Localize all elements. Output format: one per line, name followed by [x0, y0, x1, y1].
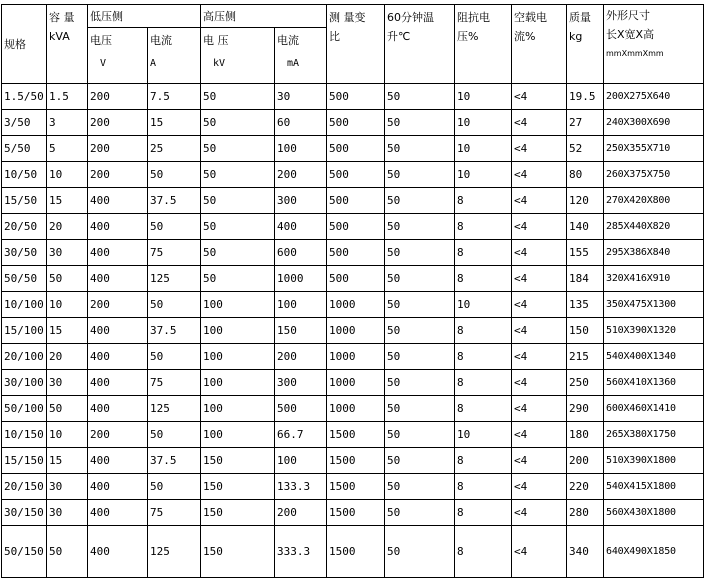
cell-mass: 220: [567, 474, 604, 500]
cell-impedance: 10: [455, 84, 512, 110]
cell-spec: 10/100: [2, 292, 47, 318]
cell-high-voltage: 150: [201, 526, 275, 578]
cell-low-voltage: 400: [88, 500, 148, 526]
cell-low-voltage: 200: [88, 162, 148, 188]
cell-capacity: 10: [47, 292, 88, 318]
cell-mass: 184: [567, 266, 604, 292]
cell-low-voltage: 400: [88, 318, 148, 344]
header-low-current-label: 电流: [150, 34, 172, 47]
cell-temp-rise: 50: [385, 422, 455, 448]
cell-mass: 19.5: [567, 84, 604, 110]
cell-temp-rise: 50: [385, 136, 455, 162]
cell-ratio: 1000: [327, 318, 385, 344]
cell-high-current: 100: [275, 448, 327, 474]
cell-high-current: 150: [275, 318, 327, 344]
cell-capacity: 50: [47, 266, 88, 292]
cell-impedance: 8: [455, 448, 512, 474]
cell-temp-rise: 50: [385, 84, 455, 110]
cell-dimensions: 265X380X1750: [604, 422, 704, 448]
cell-dimensions: 295X386X840: [604, 240, 704, 266]
table-row: [2, 84, 704, 110]
cell-capacity: 1.5: [47, 84, 88, 110]
cell-spec: 50/100: [2, 396, 47, 422]
header-high-voltage-unit: kV: [213, 58, 226, 69]
cell-low-current: 50: [148, 292, 201, 318]
cell-temp-rise: 50: [385, 110, 455, 136]
header-temp-line2: 升℃: [387, 30, 411, 43]
cell-impedance: 8: [455, 500, 512, 526]
header-low-current: [148, 28, 201, 84]
cell-noload-current: <4: [512, 188, 567, 214]
cell-mass: 140: [567, 214, 604, 240]
header-high-current-unit: mA: [287, 58, 300, 69]
cell-high-voltage: 50: [201, 136, 275, 162]
table-row: [2, 214, 704, 240]
table-row: [2, 370, 704, 396]
cell-high-current: 300: [275, 370, 327, 396]
header-high-voltage: [201, 28, 275, 84]
header-noload-current: [512, 5, 567, 84]
cell-noload-current: <4: [512, 474, 567, 500]
cell-spec: 30/50: [2, 240, 47, 266]
cell-mass: 120: [567, 188, 604, 214]
cell-impedance: 8: [455, 526, 512, 578]
header-temp-rise: [385, 5, 455, 84]
cell-high-voltage: 50: [201, 188, 275, 214]
cell-spec: 15/150: [2, 448, 47, 474]
cell-spec: 10/150: [2, 422, 47, 448]
header-dims-line3: mmXmmXmm: [606, 49, 664, 58]
cell-dimensions: 260X375X750: [604, 162, 704, 188]
header-high-side: 高压侧: [201, 5, 327, 28]
header-noload-line1: 空载电: [514, 11, 547, 24]
cell-capacity: 30: [47, 474, 88, 500]
cell-high-voltage: 100: [201, 396, 275, 422]
cell-noload-current: <4: [512, 214, 567, 240]
header-dims-line2: 长X宽X高: [606, 28, 655, 41]
header-mass-line2: kg: [569, 30, 583, 43]
cell-dimensions: 250X355X710: [604, 136, 704, 162]
cell-temp-rise: 50: [385, 526, 455, 578]
cell-high-voltage: 50: [201, 214, 275, 240]
cell-ratio: 500: [327, 162, 385, 188]
cell-ratio: 1500: [327, 526, 385, 578]
header-temp-line1: 60分钟温: [387, 11, 434, 24]
cell-high-current: 200: [275, 500, 327, 526]
cell-low-voltage: 200: [88, 292, 148, 318]
cell-low-current: 125: [148, 396, 201, 422]
cell-spec: 15/100: [2, 318, 47, 344]
cell-low-voltage: 400: [88, 240, 148, 266]
cell-mass: 80: [567, 162, 604, 188]
cell-low-voltage: 400: [88, 448, 148, 474]
cell-ratio: 1500: [327, 422, 385, 448]
cell-high-current: 200: [275, 162, 327, 188]
cell-temp-rise: 50: [385, 370, 455, 396]
cell-capacity: 30: [47, 500, 88, 526]
cell-ratio: 500: [327, 266, 385, 292]
cell-low-voltage: 400: [88, 188, 148, 214]
cell-high-current: 66.7: [275, 422, 327, 448]
cell-capacity: 15: [47, 448, 88, 474]
cell-temp-rise: 50: [385, 162, 455, 188]
table-row: [2, 422, 704, 448]
cell-low-voltage: 400: [88, 214, 148, 240]
cell-high-voltage: 50: [201, 162, 275, 188]
cell-high-voltage: 50: [201, 240, 275, 266]
cell-temp-rise: 50: [385, 344, 455, 370]
cell-low-current: 37.5: [148, 448, 201, 474]
cell-high-voltage: 100: [201, 422, 275, 448]
cell-high-current: 300: [275, 188, 327, 214]
cell-high-current: 1000: [275, 266, 327, 292]
cell-temp-rise: 50: [385, 214, 455, 240]
cell-ratio: 1500: [327, 448, 385, 474]
cell-high-voltage: 100: [201, 344, 275, 370]
cell-dimensions: 510X390X1320: [604, 318, 704, 344]
cell-noload-current: <4: [512, 422, 567, 448]
cell-low-current: 125: [148, 266, 201, 292]
cell-mass: 215: [567, 344, 604, 370]
table-row: [2, 318, 704, 344]
cell-high-current: 400: [275, 214, 327, 240]
cell-high-voltage: 100: [201, 318, 275, 344]
cell-capacity: 20: [47, 344, 88, 370]
cell-temp-rise: 50: [385, 240, 455, 266]
table-row: [2, 162, 704, 188]
cell-low-voltage: 200: [88, 422, 148, 448]
table-row: [2, 474, 704, 500]
header-ratio-line2: 比: [329, 30, 340, 43]
cell-high-current: 133.3: [275, 474, 327, 500]
cell-low-current: 75: [148, 370, 201, 396]
header-capacity-label: 容 量: [49, 11, 75, 24]
table-body: [2, 84, 704, 578]
cell-ratio: 1000: [327, 344, 385, 370]
cell-spec: 50/50: [2, 266, 47, 292]
cell-capacity: 30: [47, 370, 88, 396]
table-row: [2, 526, 704, 578]
cell-dimensions: 560X430X1800: [604, 500, 704, 526]
header-low-side: 低压侧: [88, 5, 201, 28]
cell-high-voltage: 150: [201, 500, 275, 526]
cell-mass: 150: [567, 318, 604, 344]
header-low-voltage-unit: V: [100, 58, 107, 69]
cell-ratio: 1000: [327, 396, 385, 422]
table-header: [2, 5, 704, 84]
header-impedance-line1: 阻抗电: [457, 11, 490, 24]
cell-low-current: 37.5: [148, 188, 201, 214]
cell-temp-rise: 50: [385, 474, 455, 500]
table-row: [2, 396, 704, 422]
cell-low-voltage: 200: [88, 136, 148, 162]
cell-capacity: 50: [47, 526, 88, 578]
cell-mass: 280: [567, 500, 604, 526]
cell-low-current: 50: [148, 474, 201, 500]
cell-ratio: 500: [327, 240, 385, 266]
cell-ratio: 1000: [327, 292, 385, 318]
cell-high-voltage: 50: [201, 266, 275, 292]
cell-spec: 30/100: [2, 370, 47, 396]
cell-high-current: 500: [275, 396, 327, 422]
cell-capacity: 30: [47, 240, 88, 266]
cell-mass: 290: [567, 396, 604, 422]
cell-mass: 155: [567, 240, 604, 266]
cell-high-voltage: 150: [201, 474, 275, 500]
cell-high-voltage: 150: [201, 448, 275, 474]
cell-dimensions: 560X410X1360: [604, 370, 704, 396]
cell-capacity: 3: [47, 110, 88, 136]
header-impedance: [455, 5, 512, 84]
cell-mass: 340: [567, 526, 604, 578]
cell-spec: 20/50: [2, 214, 47, 240]
table-row: [2, 500, 704, 526]
cell-noload-current: <4: [512, 136, 567, 162]
header-low-current-unit: A: [150, 58, 157, 69]
cell-impedance: 10: [455, 422, 512, 448]
cell-low-current: 50: [148, 214, 201, 240]
cell-dimensions: 540X415X1800: [604, 474, 704, 500]
cell-high-current: 30: [275, 84, 327, 110]
cell-low-current: 75: [148, 240, 201, 266]
cell-impedance: 10: [455, 110, 512, 136]
header-capacity-unit: kVA: [49, 30, 70, 43]
table-row: [2, 110, 704, 136]
cell-noload-current: <4: [512, 344, 567, 370]
cell-low-voltage: 400: [88, 266, 148, 292]
cell-noload-current: <4: [512, 162, 567, 188]
header-low-voltage-label: 电压: [90, 34, 112, 47]
cell-mass: 250: [567, 370, 604, 396]
cell-noload-current: <4: [512, 448, 567, 474]
cell-impedance: 8: [455, 474, 512, 500]
cell-impedance: 8: [455, 370, 512, 396]
cell-capacity: 10: [47, 422, 88, 448]
cell-low-voltage: 400: [88, 526, 148, 578]
cell-dimensions: 240X300X690: [604, 110, 704, 136]
cell-mass: 200: [567, 448, 604, 474]
cell-noload-current: <4: [512, 500, 567, 526]
cell-spec: 15/50: [2, 188, 47, 214]
cell-low-voltage: 400: [88, 474, 148, 500]
cell-low-current: 15: [148, 110, 201, 136]
cell-noload-current: <4: [512, 84, 567, 110]
cell-dimensions: 320X416X910: [604, 266, 704, 292]
cell-dimensions: 640X490X1850: [604, 526, 704, 578]
header-mass-line1: 质量: [569, 11, 591, 24]
header-capacity: [47, 5, 88, 84]
cell-dimensions: 510X390X1800: [604, 448, 704, 474]
header-noload-line2: 流%: [514, 30, 536, 43]
cell-dimensions: 600X460X1410: [604, 396, 704, 422]
cell-low-current: 50: [148, 344, 201, 370]
cell-low-voltage: 200: [88, 110, 148, 136]
cell-low-voltage: 400: [88, 344, 148, 370]
cell-mass: 52: [567, 136, 604, 162]
cell-impedance: 8: [455, 188, 512, 214]
cell-dimensions: 540X400X1340: [604, 344, 704, 370]
cell-dimensions: 285X440X820: [604, 214, 704, 240]
cell-impedance: 10: [455, 292, 512, 318]
table-row: [2, 292, 704, 318]
cell-impedance: 8: [455, 266, 512, 292]
table-row: [2, 266, 704, 292]
cell-capacity: 20: [47, 214, 88, 240]
cell-spec: 1.5/50: [2, 84, 47, 110]
cell-spec: 5/50: [2, 136, 47, 162]
cell-noload-current: <4: [512, 370, 567, 396]
cell-temp-rise: 50: [385, 188, 455, 214]
cell-spec: 20/100: [2, 344, 47, 370]
cell-high-current: 200: [275, 344, 327, 370]
cell-impedance: 10: [455, 136, 512, 162]
header-ratio: [327, 5, 385, 84]
table-row: [2, 344, 704, 370]
cell-ratio: 500: [327, 84, 385, 110]
cell-spec: 30/150: [2, 500, 47, 526]
cell-low-current: 50: [148, 422, 201, 448]
cell-capacity: 50: [47, 396, 88, 422]
header-dims-line1: 外形尺寸: [606, 9, 650, 22]
cell-high-voltage: 50: [201, 84, 275, 110]
cell-high-current: 60: [275, 110, 327, 136]
table-row: [2, 448, 704, 474]
cell-low-current: 25: [148, 136, 201, 162]
cell-low-current: 37.5: [148, 318, 201, 344]
cell-low-voltage: 400: [88, 370, 148, 396]
cell-dimensions: 350X475X1300: [604, 292, 704, 318]
cell-ratio: 500: [327, 136, 385, 162]
cell-mass: 135: [567, 292, 604, 318]
cell-temp-rise: 50: [385, 292, 455, 318]
cell-spec: 3/50: [2, 110, 47, 136]
cell-impedance: 8: [455, 318, 512, 344]
cell-high-current: 100: [275, 292, 327, 318]
cell-dimensions: 200X275X640: [604, 84, 704, 110]
header-spec: 规格: [2, 5, 47, 84]
cell-high-voltage: 100: [201, 292, 275, 318]
cell-ratio: 500: [327, 214, 385, 240]
cell-ratio: 500: [327, 188, 385, 214]
header-low-voltage: [88, 28, 148, 84]
cell-spec: 10/50: [2, 162, 47, 188]
cell-mass: 27: [567, 110, 604, 136]
header-high-current: [275, 28, 327, 84]
cell-high-current: 600: [275, 240, 327, 266]
cell-noload-current: <4: [512, 292, 567, 318]
cell-capacity: 10: [47, 162, 88, 188]
cell-low-current: 125: [148, 526, 201, 578]
header-mass: [567, 5, 604, 84]
cell-ratio: 500: [327, 110, 385, 136]
header-high-voltage-label: 电 压: [203, 34, 229, 47]
cell-impedance: 8: [455, 214, 512, 240]
cell-temp-rise: 50: [385, 266, 455, 292]
cell-capacity: 5: [47, 136, 88, 162]
cell-high-voltage: 50: [201, 110, 275, 136]
table-row: [2, 240, 704, 266]
cell-low-voltage: 400: [88, 396, 148, 422]
cell-temp-rise: 50: [385, 448, 455, 474]
cell-noload-current: <4: [512, 110, 567, 136]
table-row: [2, 188, 704, 214]
cell-ratio: 1000: [327, 370, 385, 396]
cell-low-current: 75: [148, 500, 201, 526]
cell-impedance: 8: [455, 396, 512, 422]
cell-spec: 50/150: [2, 526, 47, 578]
cell-impedance: 10: [455, 162, 512, 188]
cell-noload-current: <4: [512, 526, 567, 578]
cell-low-current: 50: [148, 162, 201, 188]
cell-noload-current: <4: [512, 240, 567, 266]
cell-low-current: 7.5: [148, 84, 201, 110]
cell-high-current: 333.3: [275, 526, 327, 578]
cell-temp-rise: 50: [385, 500, 455, 526]
cell-high-voltage: 100: [201, 370, 275, 396]
cell-low-voltage: 200: [88, 84, 148, 110]
header-ratio-line1: 测 量变: [329, 11, 366, 24]
cell-dimensions: 270X420X800: [604, 188, 704, 214]
cell-high-current: 100: [275, 136, 327, 162]
cell-ratio: 1500: [327, 500, 385, 526]
cell-noload-current: <4: [512, 318, 567, 344]
header-high-current-label: 电流: [277, 34, 299, 47]
cell-mass: 180: [567, 422, 604, 448]
cell-capacity: 15: [47, 188, 88, 214]
cell-impedance: 8: [455, 240, 512, 266]
cell-noload-current: <4: [512, 266, 567, 292]
header-dimensions: [604, 5, 704, 84]
header-impedance-line2: 压%: [457, 30, 479, 43]
cell-spec: 20/150: [2, 474, 47, 500]
transformer-spec-table: [1, 4, 704, 578]
cell-ratio: 1500: [327, 474, 385, 500]
cell-temp-rise: 50: [385, 318, 455, 344]
cell-noload-current: <4: [512, 396, 567, 422]
table-row: [2, 136, 704, 162]
cell-capacity: 15: [47, 318, 88, 344]
cell-impedance: 8: [455, 344, 512, 370]
cell-temp-rise: 50: [385, 396, 455, 422]
